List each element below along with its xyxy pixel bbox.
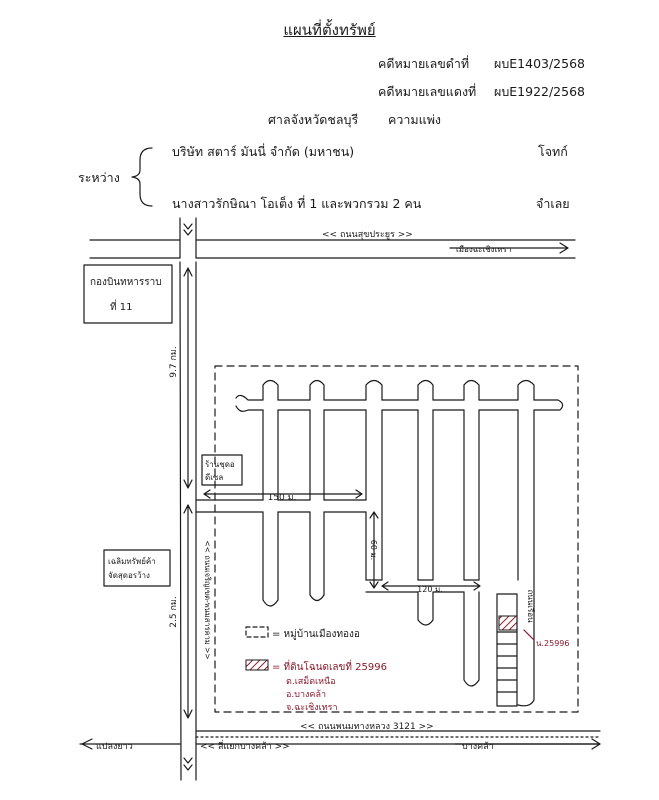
black-case-label: คดีหมายเลขดำที่ — [378, 56, 470, 71]
court-name: ศาลจังหวัดชลบุรี — [268, 112, 359, 127]
market-label-1: เฉลิมทรัพย์ค้า — [108, 557, 156, 566]
market-box — [104, 550, 170, 586]
bottom-left-label: แปลงยาว — [96, 742, 133, 752]
camp-label-1: กองบินทหารราบ — [90, 277, 162, 288]
between-label: ระหว่าง — [78, 170, 120, 185]
market-label-2: จัดสุดอรว้าง — [108, 571, 150, 580]
black-case-number: ผบE1403/2568 — [494, 56, 585, 71]
side-road-label-2: ถนนเรือน — [526, 589, 535, 623]
dist-lower-label: 2.5 กม. — [169, 596, 179, 628]
case-type: ความแพ่ง — [388, 112, 442, 127]
dim-120-label: 120 ม. — [417, 585, 443, 594]
plaintiff-name: บริษัท สตาร์ มันนี่ จำกัด (มหาชน) — [172, 144, 355, 159]
legend-land-label: = ที่ดินโฉนดเลขที่ 25996 — [272, 662, 387, 673]
legend-village-box — [246, 627, 268, 637]
dir-top-right-label: เมืองฉะเชิงเทรา — [456, 245, 512, 254]
plot-pointer — [524, 630, 534, 640]
page-title: แผนที่ตั้งทรัพย์ — [283, 21, 376, 39]
defendant-name: นางสาวรักษิณา โอเต็ง ที่ 1 และพวกรวม 2 คน — [172, 196, 422, 211]
plaintiff-role: โจทก์ — [538, 144, 568, 159]
plot-subject — [499, 616, 517, 630]
bottom-main-road-label: << สี่แยกบางคล้า >> — [200, 742, 290, 752]
main-road-left-edge — [180, 218, 181, 780]
village-columns-lower — [263, 512, 366, 600]
village-boundary — [215, 366, 578, 712]
legend-land-box — [246, 660, 268, 670]
legend-village-label: = หมู่บ้านเมืองทองอ — [272, 629, 360, 640]
between-brace — [132, 148, 152, 206]
dim-150-label: 150 ม. — [267, 493, 297, 503]
dist-upper-label: 9.7 กม. — [169, 346, 179, 378]
chevron-bottom — [184, 758, 192, 770]
plot-number-label: น.25996 — [536, 639, 570, 648]
plot-strip — [497, 594, 517, 706]
legend-district: อ.บางคล้า — [286, 690, 327, 700]
road-top-label: << ถนนสุขประยูร >> — [322, 230, 413, 240]
chevron-top — [184, 224, 192, 235]
dist-lower-arrow — [184, 505, 192, 718]
village-columns-mid — [263, 410, 534, 580]
village-row-1 — [236, 395, 563, 411]
bottom-road-label: << ถนนพนมทางหลวง 3121 >> — [300, 722, 434, 732]
camp-label-2: ที่ 11 — [110, 302, 133, 313]
red-case-number: ผบE1922/2568 — [494, 84, 585, 99]
legend-subdistrict: ต.เสม็ดเหนือ — [286, 677, 336, 687]
defendant-role: จำเลย — [536, 196, 570, 211]
dist-upper-arrow — [184, 268, 192, 488]
bottom-right-label: บางคล้า — [462, 742, 494, 752]
village-verticals — [263, 381, 534, 401]
red-case-label: คดีหมายเลขแดงที่ — [378, 84, 477, 99]
dim-60-label: 60 ม. — [369, 539, 378, 561]
shop-label-2: ดีเซล — [205, 473, 224, 482]
shop-label-1: ร้านชุดอ — [205, 460, 235, 469]
side-road-label-1: << ถนนเจริญเขต-พนมสารคาม >> — [203, 540, 212, 660]
legend-province: จ.ฉะเชิงเทรา — [286, 703, 338, 713]
camp-box — [84, 265, 172, 323]
plot-strip-lines — [497, 632, 517, 692]
